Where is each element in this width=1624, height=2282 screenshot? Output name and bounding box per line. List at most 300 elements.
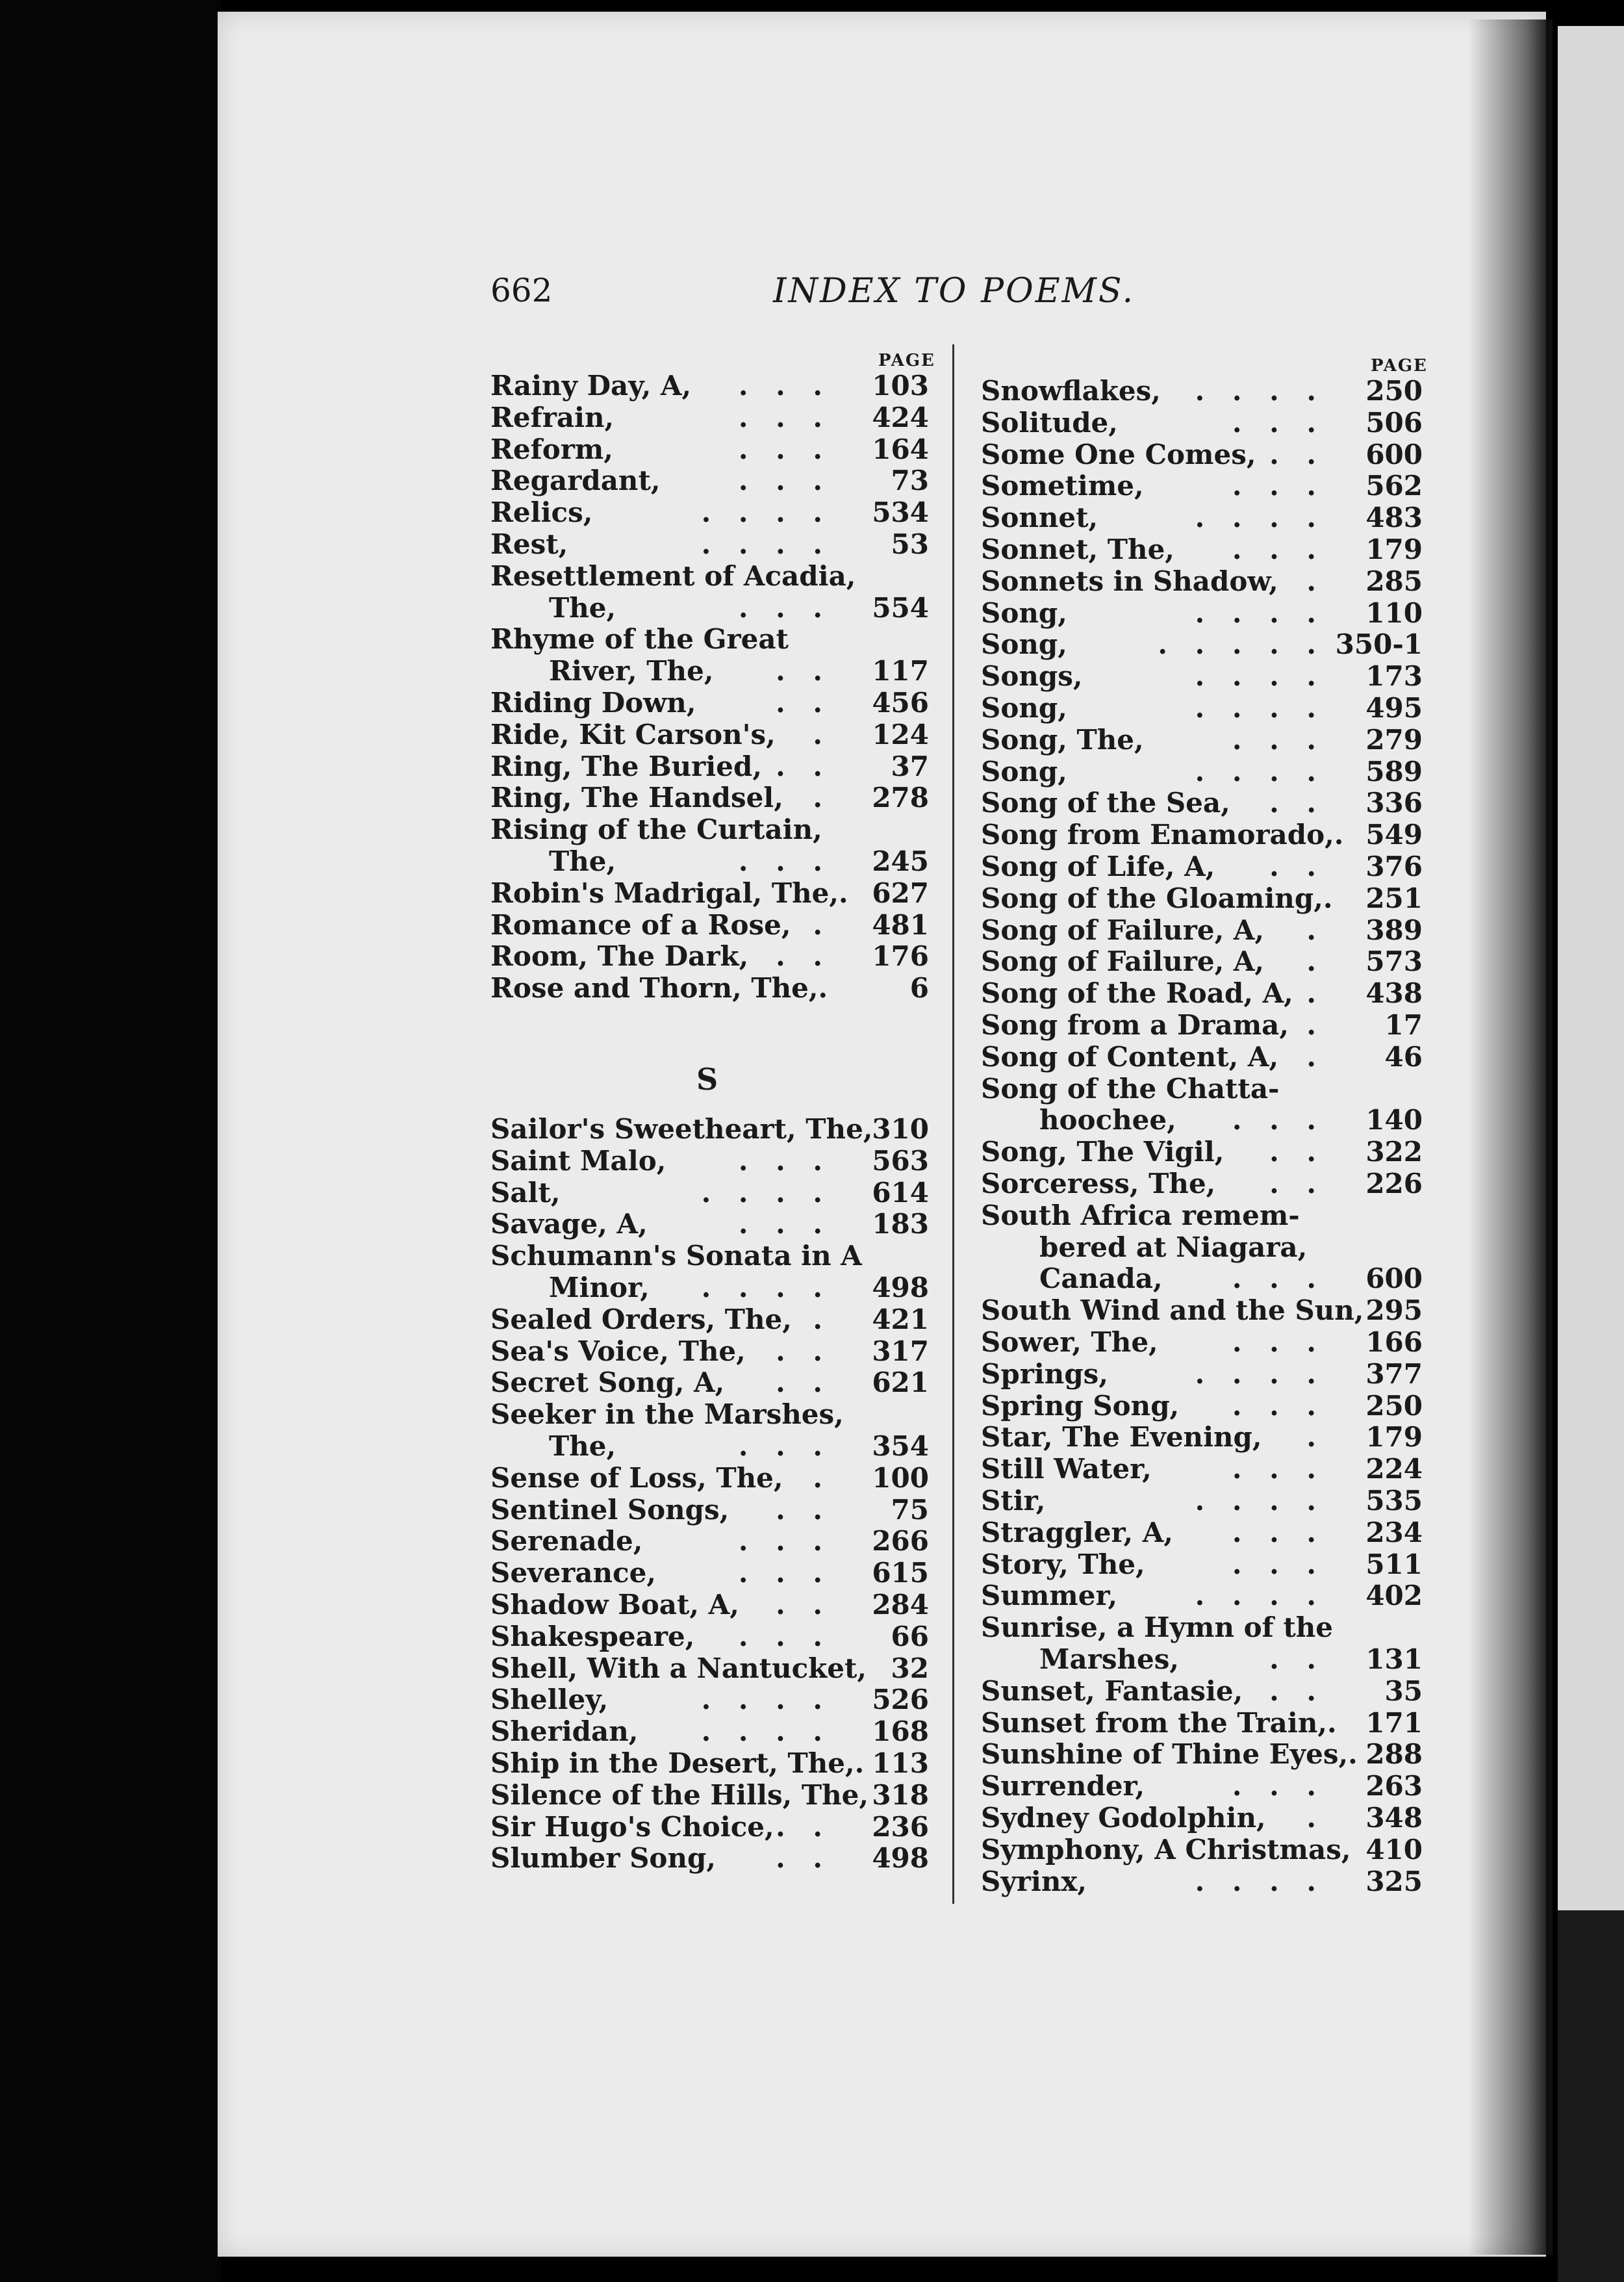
- index-entry: [490, 1494, 929, 1526]
- index-entry: [981, 598, 1423, 629]
- entry-title: Sonnets in Shadow,: [981, 565, 1278, 597]
- entry-leader-dots: . . .: [738, 1620, 831, 1652]
- entry-title: The,: [549, 591, 616, 624]
- entry-page-number: 354: [872, 1430, 929, 1462]
- index-entry: [981, 946, 1423, 977]
- entry-page-number: 179: [1365, 1421, 1423, 1454]
- index-entry: [490, 1780, 929, 1811]
- index-entry: [1039, 1232, 1423, 1263]
- index-entry: [490, 1653, 929, 1684]
- entry-title: Sunrise, a Hymn of the: [981, 1611, 1333, 1644]
- adjacent-page-edge: [1558, 26, 1624, 1910]
- index-entry: [981, 883, 1423, 914]
- entry-page-number: 124: [872, 718, 929, 750]
- index-entry: [981, 1802, 1423, 1834]
- index-entry: [981, 1136, 1423, 1168]
- entry-title: Ring, The Handsel,: [490, 782, 783, 814]
- entry-title: Song of Failure, A,: [981, 945, 1265, 978]
- entry-leader-dots: . .: [776, 1366, 831, 1399]
- entry-title: Song,: [981, 692, 1067, 724]
- entry-page-number: 534: [872, 496, 929, 529]
- index-entry: [981, 819, 1423, 851]
- page-gutter-shadow: [1468, 19, 1553, 2255]
- entry-title: Slumber Song,: [490, 1842, 716, 1875]
- entry-page-number: 224: [1365, 1453, 1423, 1485]
- index-entry: [981, 1676, 1423, 1707]
- entry-leader-dots: . .: [776, 1493, 831, 1526]
- index-entry: [981, 851, 1423, 882]
- index-entry: [490, 1146, 929, 1177]
- entry-page-number: 288: [1365, 1738, 1423, 1771]
- entry-title: Resettlement of Acadia,: [490, 559, 856, 592]
- left-page-column-label: PAGE: [878, 351, 935, 370]
- entry-leader-dots: . .: [776, 1810, 831, 1843]
- entry-title: Sealed Orders, The,: [490, 1303, 792, 1335]
- entry-leader-dots: . . . .: [1195, 660, 1325, 693]
- entry-page-number: 322: [1365, 1136, 1423, 1168]
- entry-title: Springs,: [981, 1357, 1108, 1390]
- index-entry: [981, 1708, 1423, 1739]
- entry-page-number: 103: [872, 370, 929, 402]
- entry-title: The,: [549, 1430, 616, 1462]
- index-entry: [490, 402, 929, 433]
- entry-title: Sea's Voice, The,: [490, 1335, 746, 1367]
- entry-page-number: 113: [872, 1747, 929, 1779]
- entry-page-number: 614: [872, 1176, 929, 1209]
- entry-leader-dots: .: [1334, 819, 1353, 851]
- entry-page-number: 279: [1365, 723, 1423, 756]
- entry-page-number: 627: [872, 877, 929, 909]
- entry-title: bered at Niagara,: [1039, 1231, 1308, 1263]
- index-entry: [981, 1200, 1423, 1231]
- entry-leader-dots: .: [1306, 945, 1325, 978]
- entry-title: Song of the Sea,: [981, 787, 1230, 819]
- entry-leader-dots: . .: [1269, 1136, 1325, 1168]
- entry-title: Song of the Road, A,: [981, 977, 1293, 1010]
- index-entry: [981, 1168, 1423, 1199]
- index-entry: [490, 1526, 929, 1557]
- index-entry: [490, 1114, 929, 1145]
- index-entry: [981, 1612, 1423, 1643]
- entry-title: Sonnet, The,: [981, 533, 1174, 565]
- entry-leader-dots: .: [854, 1747, 874, 1779]
- index-entry: [981, 1010, 1423, 1041]
- entry-page-number: 17: [1384, 1009, 1423, 1041]
- entry-leader-dots: . . .: [1232, 1548, 1325, 1580]
- index-entry: [981, 470, 1423, 502]
- entry-title: Sunset, Fantasie,: [981, 1674, 1243, 1707]
- entry-leader-dots: . . .: [738, 845, 831, 877]
- entry-title: Seeker in the Marshes,: [490, 1398, 844, 1431]
- entry-leader-dots: . . .: [1232, 1770, 1325, 1802]
- entry-leader-dots: . . .: [1232, 1263, 1325, 1295]
- entry-title: Sense of Loss, The,: [490, 1461, 783, 1494]
- entry-title: Song,: [981, 628, 1067, 661]
- entry-leader-dots: . .: [776, 750, 831, 782]
- entry-leader-dots: . .: [1269, 1168, 1325, 1199]
- entry-page-number: 173: [1365, 660, 1423, 693]
- entry-page-number: 110: [1365, 596, 1423, 629]
- entry-title: Reform,: [490, 433, 613, 465]
- entry-leader-dots: . .: [1269, 851, 1325, 882]
- entry-leader-dots: . . .: [738, 465, 831, 497]
- entry-leader-dots: . .: [1269, 438, 1325, 470]
- index-entry: [490, 1336, 929, 1367]
- entry-page-number: 376: [1365, 851, 1423, 882]
- entry-leader-dots: .: [1323, 882, 1342, 914]
- entry-page-number: 53: [891, 528, 929, 560]
- entry-title: Ring, The Buried,: [490, 750, 762, 782]
- index-entry: [981, 1485, 1423, 1517]
- entry-page-number: 410: [1365, 1833, 1423, 1865]
- entry-page-number: 421: [872, 1303, 929, 1335]
- entry-page-number: 179: [1365, 533, 1423, 565]
- entry-page-number: 266: [872, 1525, 929, 1558]
- entry-page-number: 285: [1365, 565, 1423, 597]
- entry-title: Song from Enamorado,: [981, 819, 1334, 851]
- entry-page-number: 75: [891, 1493, 929, 1526]
- entry-page-number: 498: [872, 1272, 929, 1303]
- index-entry: [981, 534, 1423, 565]
- entry-title: Song of the Chatta-: [981, 1072, 1280, 1105]
- entry-leader-dots: . .: [776, 687, 831, 719]
- entry-title: Shelley,: [490, 1684, 609, 1716]
- entry-title: Shell, With a Nantucket,: [490, 1652, 867, 1684]
- entry-leader-dots: . . . .: [1195, 596, 1325, 629]
- entry-leader-dots: . . . .: [701, 528, 831, 560]
- entry-title: Ship in the Desert, The,: [490, 1747, 855, 1779]
- entry-title: The,: [549, 845, 616, 877]
- entry-page-number: 66: [891, 1620, 929, 1652]
- index-entry: [981, 439, 1423, 470]
- entry-title: Marshes,: [1039, 1643, 1180, 1675]
- index-entry: [490, 1621, 929, 1652]
- entry-leader-dots: . .: [1269, 1643, 1325, 1675]
- index-entry: [981, 661, 1423, 692]
- entry-page-number: 589: [1365, 755, 1423, 788]
- entry-page-number: 35: [1384, 1674, 1423, 1707]
- index-entry: [490, 1399, 929, 1430]
- entry-title: Rhyme of the Great: [490, 623, 789, 656]
- entry-page-number: 168: [872, 1715, 929, 1748]
- entry-leader-dots: . .: [776, 655, 831, 687]
- index-entry: [490, 1748, 929, 1779]
- entry-leader-dots: . . .: [738, 1430, 831, 1462]
- entry-title: South Wind and the Sun,: [981, 1294, 1364, 1327]
- entry-title: Surrender,: [981, 1770, 1145, 1802]
- entry-title: Sorceress, The,: [981, 1168, 1216, 1199]
- index-entry: [981, 629, 1423, 660]
- entry-page-number: 325: [1365, 1865, 1423, 1897]
- index-entry: [490, 1304, 929, 1335]
- entry-leader-dots: .: [1306, 914, 1325, 946]
- entry-page-number: 310: [872, 1113, 929, 1145]
- index-entry: [490, 973, 929, 1004]
- index-entry: [490, 1843, 929, 1874]
- index-entry: [981, 1454, 1423, 1485]
- index-entry: [981, 1549, 1423, 1580]
- index-entry: [549, 1272, 929, 1303]
- entry-leader-dots: .: [1348, 1738, 1367, 1771]
- index-entry: [1039, 1105, 1423, 1136]
- entry-page-number: 573: [1365, 945, 1423, 978]
- entry-leader-dots: .: [813, 1303, 831, 1335]
- entry-leader-dots: . .: [776, 1589, 831, 1621]
- page-number: 662: [490, 272, 553, 309]
- entry-title: Spring Song,: [981, 1389, 1180, 1422]
- entry-leader-dots: . . . .: [701, 1715, 831, 1748]
- index-entry: [490, 529, 929, 560]
- entry-page-number: 438: [1365, 977, 1423, 1010]
- entry-leader-dots: . . . .: [1195, 1485, 1325, 1517]
- entry-leader-dots: . . . .: [1195, 755, 1325, 788]
- entry-page-number: 554: [872, 591, 929, 624]
- scan-background-corner: [1558, 1910, 1624, 2282]
- entry-title: South Africa remem-: [981, 1199, 1300, 1231]
- index-entry: [490, 941, 929, 972]
- entry-leader-dots: . .: [776, 940, 831, 973]
- index-entry: [490, 1716, 929, 1747]
- entry-title: Rose and Thorn, The,: [490, 972, 818, 1005]
- index-entry: [490, 1684, 929, 1715]
- index-entry: [490, 1558, 929, 1589]
- entry-title: Story, The,: [981, 1548, 1145, 1580]
- entry-title: Secret Song, A,: [490, 1366, 725, 1399]
- entry-leader-dots: . . . .: [701, 1684, 831, 1716]
- index-entry: [490, 687, 929, 719]
- entry-page-number: 73: [891, 465, 929, 497]
- entry-title: Sower, The,: [981, 1326, 1158, 1358]
- index-entry: [981, 1834, 1423, 1865]
- entry-title: Sheridan,: [490, 1715, 639, 1748]
- index-entry: [490, 910, 929, 941]
- entry-title: Song, The Vigil,: [981, 1136, 1224, 1168]
- index-entry: [490, 782, 929, 814]
- entry-page-number: 226: [1365, 1168, 1423, 1199]
- entry-page-number: 350-1: [1335, 628, 1423, 661]
- index-entry: [490, 434, 929, 465]
- entry-leader-dots: . . .: [1232, 1326, 1325, 1358]
- entry-leader-dots: .: [838, 877, 857, 909]
- entry-page-number: 511: [1365, 1548, 1423, 1580]
- entry-leader-dots: .: [1306, 565, 1325, 597]
- entry-leader-dots: . . .: [1232, 1516, 1325, 1548]
- entry-leader-dots: .: [813, 718, 831, 750]
- entry-leader-dots: . . .: [738, 370, 831, 402]
- index-entry: [981, 1295, 1423, 1326]
- entry-page-number: 46: [1384, 1040, 1423, 1073]
- index-entry: [981, 1391, 1423, 1422]
- entry-title: Solitude,: [981, 406, 1118, 439]
- index-entry: [490, 878, 929, 909]
- entry-title: Canada,: [1039, 1263, 1163, 1295]
- entry-title: Song from a Drama,: [981, 1009, 1289, 1041]
- entry-title: Song of the Gloaming,: [981, 882, 1323, 914]
- entry-page-number: 278: [872, 782, 929, 814]
- index-entry: [490, 719, 929, 750]
- entry-page-number: 562: [1365, 470, 1423, 502]
- entry-leader-dots: . .: [1269, 787, 1325, 819]
- index-entry: [981, 693, 1423, 724]
- entry-title: Romance of a Rose,: [490, 908, 791, 941]
- entry-leader-dots: . . .: [1232, 406, 1325, 439]
- entry-title: Sonnet,: [981, 502, 1098, 534]
- index-entry: [981, 788, 1423, 819]
- entry-leader-dots: . . .: [1232, 533, 1325, 565]
- entry-title: Minor,: [549, 1272, 650, 1303]
- entry-title: Song of Life, A,: [981, 851, 1215, 882]
- index-entry: [981, 724, 1423, 756]
- entry-page-number: 481: [872, 908, 929, 941]
- index-entry: [981, 376, 1423, 407]
- entry-title: Sentinel Songs,: [490, 1493, 730, 1526]
- entry-title: Severance,: [490, 1557, 656, 1589]
- entry-leader-dots: . . . .: [1195, 375, 1325, 407]
- entry-title: Robin's Madrigal, The,: [490, 877, 839, 909]
- index-entry: [490, 465, 929, 496]
- index-entry: [981, 1866, 1423, 1897]
- index-entry: [490, 370, 929, 402]
- entry-leader-dots: .: [1306, 1040, 1325, 1073]
- entry-leader-dots: . .: [1269, 1674, 1325, 1707]
- index-entry: [490, 751, 929, 782]
- entry-title: Room, The Dark,: [490, 940, 749, 973]
- entry-page-number: 317: [872, 1335, 929, 1367]
- entry-leader-dots: .: [818, 972, 837, 1005]
- entry-title: Savage, A,: [490, 1208, 648, 1240]
- entry-title: River, The,: [549, 655, 714, 687]
- entry-title: Rest,: [490, 528, 568, 560]
- entry-leader-dots: . . . .: [1195, 692, 1325, 724]
- entry-title: Shadow Boat, A,: [490, 1589, 739, 1621]
- entry-page-number: 250: [1365, 1389, 1423, 1422]
- entry-title: Sometime,: [981, 470, 1144, 502]
- entry-page-number: 600: [1365, 1263, 1423, 1295]
- section-letter: S: [696, 1062, 718, 1097]
- right-page-column-label: PAGE: [1371, 356, 1428, 376]
- entry-title: Star, The Evening,: [981, 1421, 1262, 1454]
- index-entry: [981, 1042, 1423, 1073]
- entry-page-number: 563: [872, 1144, 929, 1177]
- entry-title: Sunset from the Train,: [981, 1706, 1327, 1739]
- index-entry: [981, 502, 1423, 533]
- index-entry: [981, 1771, 1423, 1802]
- entry-title: Shakespeare,: [490, 1620, 695, 1652]
- index-entry: [549, 846, 929, 877]
- entry-title: Song of Content, A,: [981, 1040, 1279, 1073]
- entry-leader-dots: .: [813, 782, 831, 814]
- index-entry: [981, 1739, 1423, 1770]
- entry-title: Some One Comes,: [981, 438, 1256, 470]
- index-entry: [490, 561, 929, 592]
- entry-leader-dots: . .: [776, 1842, 831, 1875]
- column-divider: [952, 344, 954, 1904]
- entry-title: Refrain,: [490, 401, 615, 433]
- entry-leader-dots: . . .: [738, 401, 831, 433]
- index-entry: [490, 497, 929, 528]
- entry-page-number: 100: [872, 1461, 929, 1494]
- entry-page-number: 402: [1365, 1580, 1423, 1612]
- entry-title: Ride, Kit Carson's,: [490, 718, 776, 750]
- entry-page-number: 526: [872, 1684, 929, 1716]
- index-entry: [981, 1422, 1423, 1453]
- index-entry: [981, 1517, 1423, 1548]
- entry-page-number: 498: [872, 1842, 929, 1875]
- entry-title: Silence of the Hills, The,: [490, 1778, 869, 1811]
- entry-page-number: 295: [1365, 1294, 1423, 1327]
- entry-title: Song,: [981, 755, 1067, 788]
- entry-title: Serenade,: [490, 1525, 643, 1558]
- entry-page-number: 140: [1365, 1104, 1423, 1136]
- entry-leader-dots: .: [813, 908, 831, 941]
- entry-leader-dots: . . . .: [701, 496, 831, 529]
- entry-title: Regardant,: [490, 465, 661, 497]
- index-entry: [1039, 1644, 1423, 1675]
- index-entry: [981, 1073, 1423, 1105]
- entry-leader-dots: . . .: [1232, 1389, 1325, 1422]
- entry-page-number: 236: [872, 1810, 929, 1843]
- entry-leader-dots: . . . .: [701, 1176, 831, 1209]
- entry-leader-dots: . . . .: [1195, 502, 1325, 534]
- index-entry: [981, 407, 1423, 439]
- entry-title: Symphony, A Christmas,: [981, 1833, 1351, 1865]
- entry-title: Snowflakes,: [981, 375, 1161, 407]
- entry-leader-dots: . . .: [1232, 470, 1325, 502]
- index-entry: [981, 1327, 1423, 1358]
- index-entry: [490, 1463, 929, 1494]
- entry-page-number: 621: [872, 1366, 929, 1399]
- entry-page-number: 284: [872, 1589, 929, 1621]
- entry-page-number: 456: [872, 687, 929, 719]
- entry-title: Song of Failure, A,: [981, 914, 1265, 946]
- entry-title: Straggler, A,: [981, 1516, 1174, 1548]
- entry-page-number: 377: [1365, 1357, 1423, 1390]
- entry-page-number: 37: [891, 750, 929, 782]
- index-entry: [490, 624, 929, 655]
- entry-title: hoochee,: [1039, 1104, 1176, 1136]
- entry-page-number: 117: [872, 655, 929, 687]
- index-entry: [1039, 1263, 1423, 1294]
- entry-leader-dots: . .: [776, 1335, 831, 1367]
- entry-leader-dots: . . .: [738, 1208, 831, 1240]
- entry-leader-dots: .: [1306, 977, 1325, 1010]
- entry-leader-dots: . . .: [1232, 1104, 1325, 1136]
- entry-title: Song,: [981, 596, 1067, 629]
- index-entry: [490, 1209, 929, 1240]
- entry-title: Sailor's Sweetheart, The,: [490, 1113, 873, 1145]
- entry-page-number: 389: [1365, 914, 1423, 946]
- entry-page-number: 263: [1365, 1770, 1423, 1802]
- entry-leader-dots: .: [1306, 1421, 1325, 1454]
- entry-page-number: 424: [872, 401, 929, 433]
- index-entry: [981, 756, 1423, 788]
- entry-title: Riding Down,: [490, 687, 696, 719]
- entry-leader-dots: . . . .: [1195, 1865, 1325, 1897]
- entry-title: Still Water,: [981, 1453, 1152, 1485]
- entry-page-number: 348: [1365, 1802, 1423, 1834]
- entry-page-number: 131: [1365, 1643, 1423, 1675]
- entry-page-number: 171: [1365, 1706, 1423, 1739]
- entry-page-number: 600: [1365, 438, 1423, 470]
- entry-leader-dots: . . .: [738, 1557, 831, 1589]
- entry-page-number: 6: [909, 972, 929, 1005]
- entry-title: Sir Hugo's Choice,: [490, 1810, 774, 1843]
- index-entry: [490, 814, 929, 845]
- entry-title: Summer,: [981, 1580, 1118, 1612]
- entry-page-number: 245: [872, 845, 929, 877]
- entry-page-number: 615: [872, 1557, 929, 1589]
- entry-title: Saint Malo,: [490, 1144, 666, 1177]
